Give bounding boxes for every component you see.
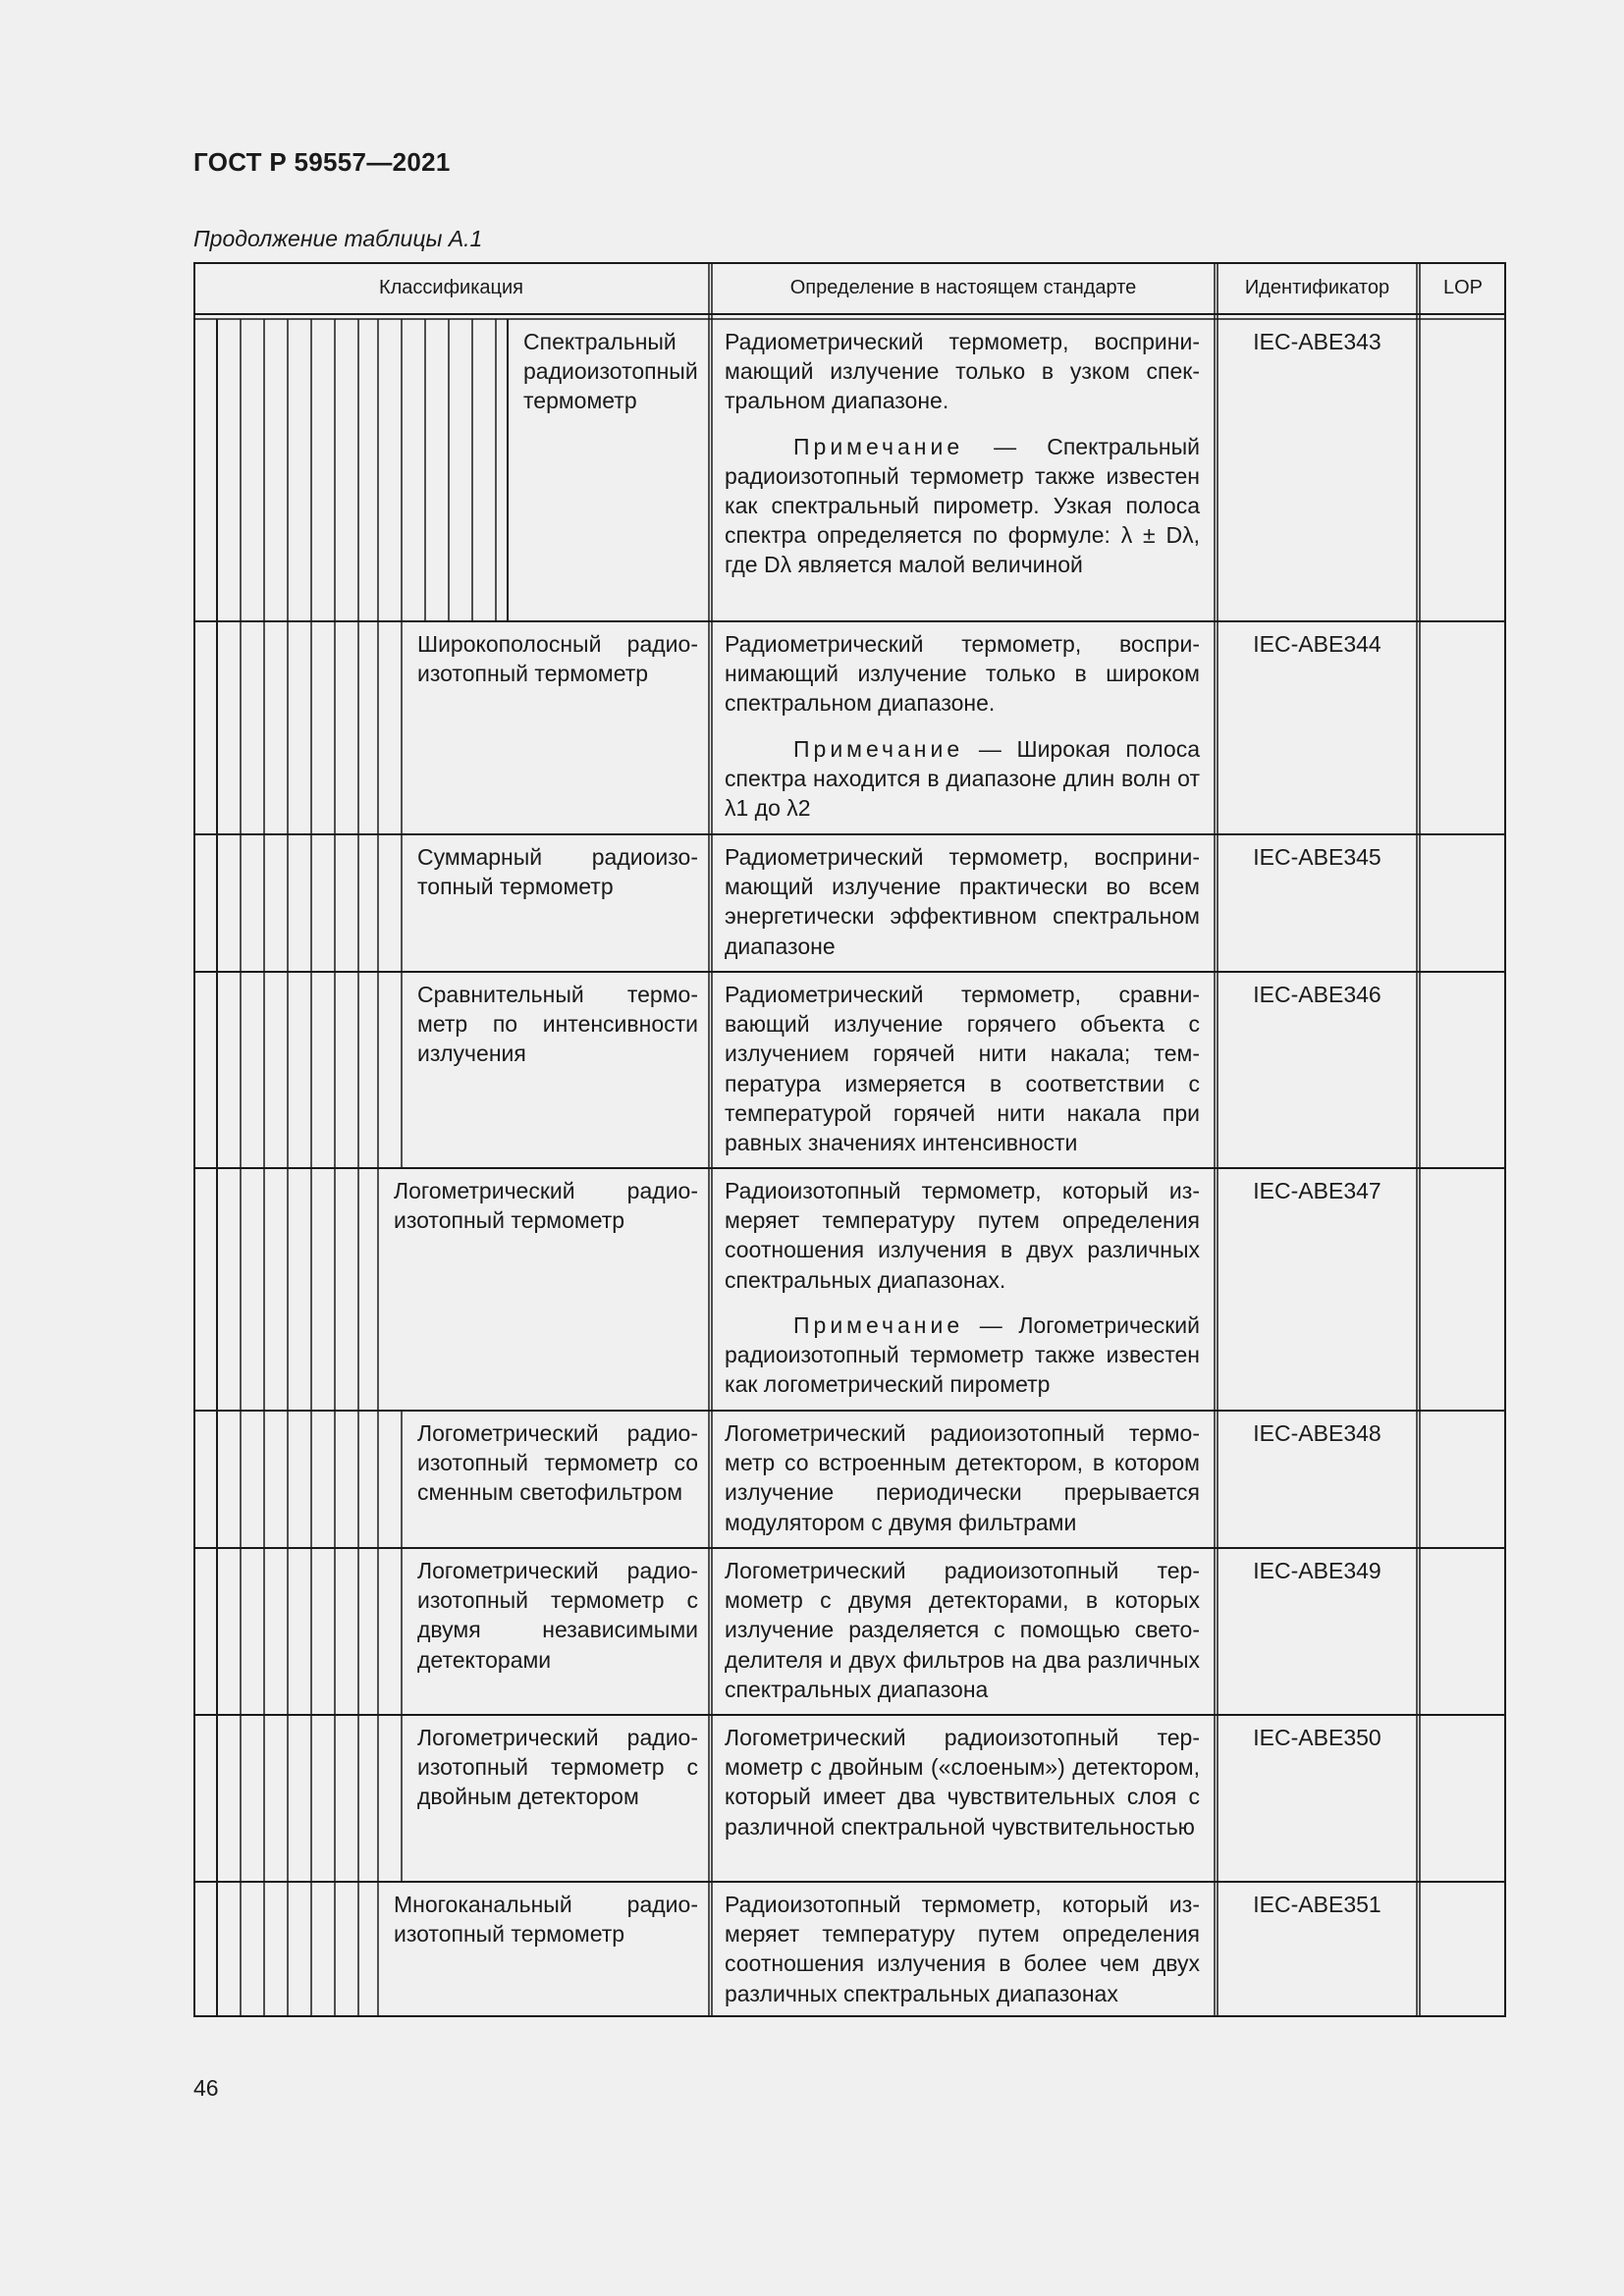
- definition-text: Радиоизотопный термометр, который измеряет температуру путем определения соотношения излучения в двух различных спектральных диапазонах.: [725, 1178, 1200, 1293]
- term-cell: Логометрический радиоизотопный термометр с двумя независимыми детекторами: [417, 1558, 698, 1673]
- definition-cell: Радиометрический термометр, сравнивающий излучение горячего объекта с излучением горячей нити накала; температура измеряется в соответствии с температурой горячей нити накала при равных значениях интенсивности: [725, 982, 1200, 1156]
- term-cell: Широкополосный радиоизотопный термометр: [417, 631, 698, 687]
- definition-note: [725, 1310, 1200, 1400]
- header-definition: Определение в настоящем стандарте: [789, 277, 1137, 298]
- definition-cell: [725, 629, 1200, 823]
- term-cell: Логометрический радиоизотопный термометр с двойным детектором: [417, 1725, 698, 1810]
- definition-cell: Радиометрический термометр, воспринимающий излучение практически во всем энергетически эффективном спектральном диапазоне: [725, 844, 1200, 959]
- note-text: — Логометрический радиоизотопный термометр также известен как логометрический пирометр: [725, 1311, 1200, 1398]
- document-header: ГОСТ Р 59557—2021: [193, 147, 451, 177]
- identifier-cell: IEC-ABE344: [1253, 631, 1381, 657]
- header-lop: LOP: [1442, 277, 1484, 298]
- page-number: 46: [193, 2075, 219, 2101]
- term-cell: Сравнительный термометр по интенсивности излучения: [417, 982, 698, 1067]
- definition-cell: [725, 327, 1200, 580]
- definition-cell: [725, 1176, 1200, 1399]
- term-cell: Логометрический радиоизотопный термометр: [394, 1178, 698, 1234]
- definition-cell: Логометрический радиоизотопный термометр с двумя детекторами, в которых излучение разделяется с помощью светоделителя и двух фильтров на два различных спектральных диапазона: [725, 1558, 1200, 1702]
- identifier-cell: IEC-ABE346: [1253, 982, 1381, 1007]
- note-label: Примечание: [793, 1311, 964, 1338]
- definition-cell: Логометрический радиоизотопный термометр со встроенным детектором, в котором излучение периодически прерывается модулятором с двумя фильтрами: [725, 1420, 1200, 1535]
- definition-text: Радиометрический термометр, воспринимающий излучение только в узком спектральном диапазоне.: [725, 329, 1200, 414]
- identifier-cell: IEC-ABE343: [1253, 329, 1381, 354]
- identifier-cell: IEC-ABE347: [1253, 1178, 1381, 1203]
- classification-table: [193, 262, 1506, 2017]
- term-cell: Суммарный радиоизотопный термометр: [417, 844, 698, 900]
- definition-note: [725, 734, 1200, 824]
- definition-cell: Радиоизотопный термометр, который измеряет температуру путем определения соотношения излучения в более чем двух различных спектральных диапазонах: [725, 1892, 1200, 2006]
- definition-note: [725, 432, 1200, 580]
- header-identifier: Идентификатор: [1244, 277, 1390, 298]
- table-caption: Продолжение таблицы А.1: [193, 226, 483, 251]
- identifier-cell: IEC-ABE351: [1253, 1892, 1381, 1917]
- identifier-cell: IEC-ABE350: [1253, 1725, 1381, 1750]
- header-classification: Классификация: [378, 277, 523, 298]
- note-text: — Широкая полоса спектра находится в диапазоне длин волн от λ1 до λ2: [725, 735, 1200, 822]
- note-text: — Спектральный радиоизотопный термометр также известен как спектральный пирометр. Узкая полоса спектра определяется по формуле: λ ± Dλ, где Dλ является малой величиной: [725, 433, 1200, 578]
- term-cell: Спектральный радиоизотопный термометр: [523, 329, 698, 414]
- note-label: Примечание: [793, 735, 964, 762]
- identifier-cell: IEC-ABE345: [1253, 844, 1381, 870]
- identifier-cell: IEC-ABE349: [1253, 1558, 1381, 1583]
- term-cell: Многоканальный радиоизотопный термометр: [394, 1892, 698, 1948]
- term-cell: Логометрический радиоизотопный термометр со сменным светофильтром: [417, 1420, 698, 1506]
- note-label: Примечание: [793, 433, 964, 459]
- definition-text: Радиометрический термометр, воспринимающий излучение только в широком спектральном диапазоне.: [725, 631, 1200, 717]
- definition-cell: Логометрический радиоизотопный термометр с двойным («слоеным») детектором, который имеет два чувствительных слоя с различной спектральной чувствительностью: [725, 1725, 1200, 1840]
- identifier-cell: IEC-ABE348: [1253, 1420, 1381, 1446]
